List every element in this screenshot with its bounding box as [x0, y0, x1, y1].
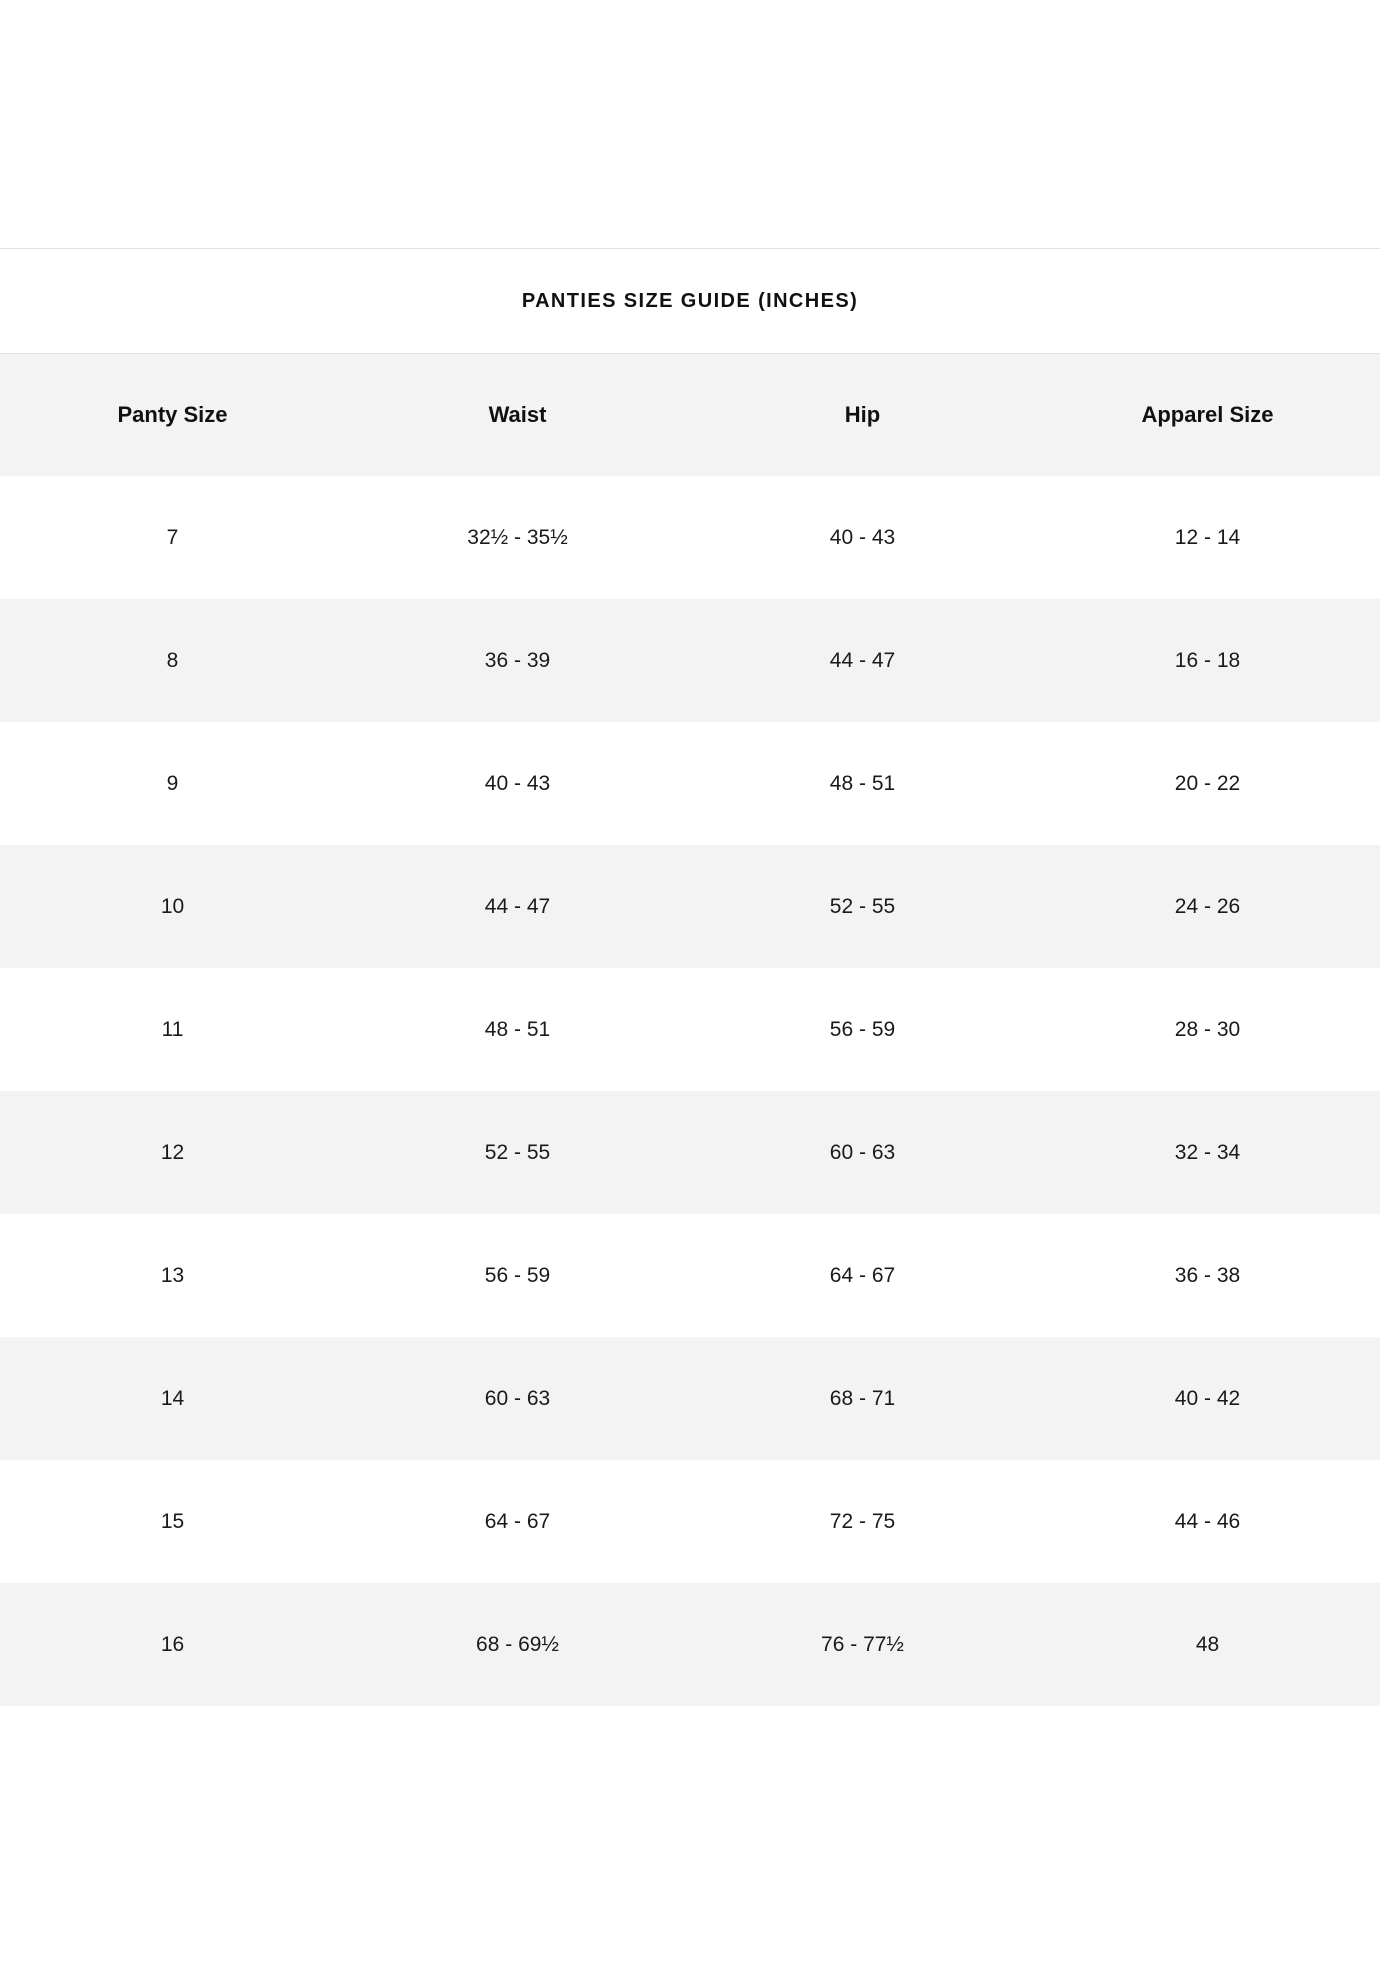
- size-guide-title: PANTIES SIZE GUIDE (INCHES): [521, 289, 859, 312]
- cell-waist: 60 - 63: [345, 1337, 690, 1460]
- cell-panty-size: 11: [0, 968, 345, 1091]
- table-row: [0, 599, 1380, 722]
- cell-hip: 72 - 75: [690, 1460, 1035, 1583]
- cell-apparel-size: 24 - 26: [1035, 845, 1380, 968]
- table-row: [0, 1460, 1380, 1583]
- cell-hip: 68 - 71: [690, 1337, 1035, 1460]
- cell-hip: 48 - 51: [690, 722, 1035, 845]
- cell-apparel-size: 16 - 18: [1035, 599, 1380, 722]
- table-row: [0, 1337, 1380, 1460]
- column-header-apparel-size: Apparel Size: [1035, 354, 1380, 476]
- table-row: [0, 1214, 1380, 1337]
- cell-waist: 56 - 59: [345, 1214, 690, 1337]
- cell-panty-size: 15: [0, 1460, 345, 1583]
- column-header-hip: Hip: [690, 354, 1035, 476]
- cell-hip: 40 - 43: [690, 476, 1035, 599]
- cell-apparel-size: 40 - 42: [1035, 1337, 1380, 1460]
- size-guide-title-row: [0, 248, 1380, 354]
- cell-waist: 36 - 39: [345, 599, 690, 722]
- cell-panty-size: 10: [0, 845, 345, 968]
- cell-hip: 60 - 63: [690, 1091, 1035, 1214]
- cell-apparel-size: 28 - 30: [1035, 968, 1380, 1091]
- cell-panty-size: 8: [0, 599, 345, 722]
- size-guide-table-body: [0, 476, 1380, 1706]
- cell-apparel-size: 20 - 22: [1035, 722, 1380, 845]
- cell-apparel-size: 44 - 46: [1035, 1460, 1380, 1583]
- cell-panty-size: 9: [0, 722, 345, 845]
- column-header-waist: Waist: [345, 354, 690, 476]
- cell-apparel-size: 12 - 14: [1035, 476, 1380, 599]
- cell-hip: 56 - 59: [690, 968, 1035, 1091]
- table-row: [0, 968, 1380, 1091]
- table-row: [0, 476, 1380, 599]
- cell-waist: 40 - 43: [345, 722, 690, 845]
- cell-panty-size: 16: [0, 1583, 345, 1706]
- cell-hip: 52 - 55: [690, 845, 1035, 968]
- table-row: [0, 1583, 1380, 1706]
- cell-hip: 64 - 67: [690, 1214, 1035, 1337]
- cell-panty-size: 7: [0, 476, 345, 599]
- table-row: [0, 722, 1380, 845]
- cell-hip: 44 - 47: [690, 599, 1035, 722]
- cell-waist: 48 - 51: [345, 968, 690, 1091]
- size-guide-table: [0, 354, 1380, 1706]
- cell-panty-size: 13: [0, 1214, 345, 1337]
- cell-waist: 44 - 47: [345, 845, 690, 968]
- table-row: [0, 845, 1380, 968]
- cell-apparel-size: 32 - 34: [1035, 1091, 1380, 1214]
- table-row: [0, 1091, 1380, 1214]
- table-header-row: [0, 354, 1380, 476]
- cell-panty-size: 12: [0, 1091, 345, 1214]
- cell-waist: 68 - 69½: [345, 1583, 690, 1706]
- size-guide-table-head: [0, 354, 1380, 476]
- column-header-panty-size: Panty Size: [0, 354, 345, 476]
- cell-apparel-size: 48: [1035, 1583, 1380, 1706]
- cell-apparel-size: 36 - 38: [1035, 1214, 1380, 1337]
- cell-waist: 32½ - 35½: [345, 476, 690, 599]
- cell-waist: 64 - 67: [345, 1460, 690, 1583]
- size-guide-section: [0, 248, 1380, 1706]
- cell-waist: 52 - 55: [345, 1091, 690, 1214]
- cell-panty-size: 14: [0, 1337, 345, 1460]
- cell-hip: 76 - 77½: [690, 1583, 1035, 1706]
